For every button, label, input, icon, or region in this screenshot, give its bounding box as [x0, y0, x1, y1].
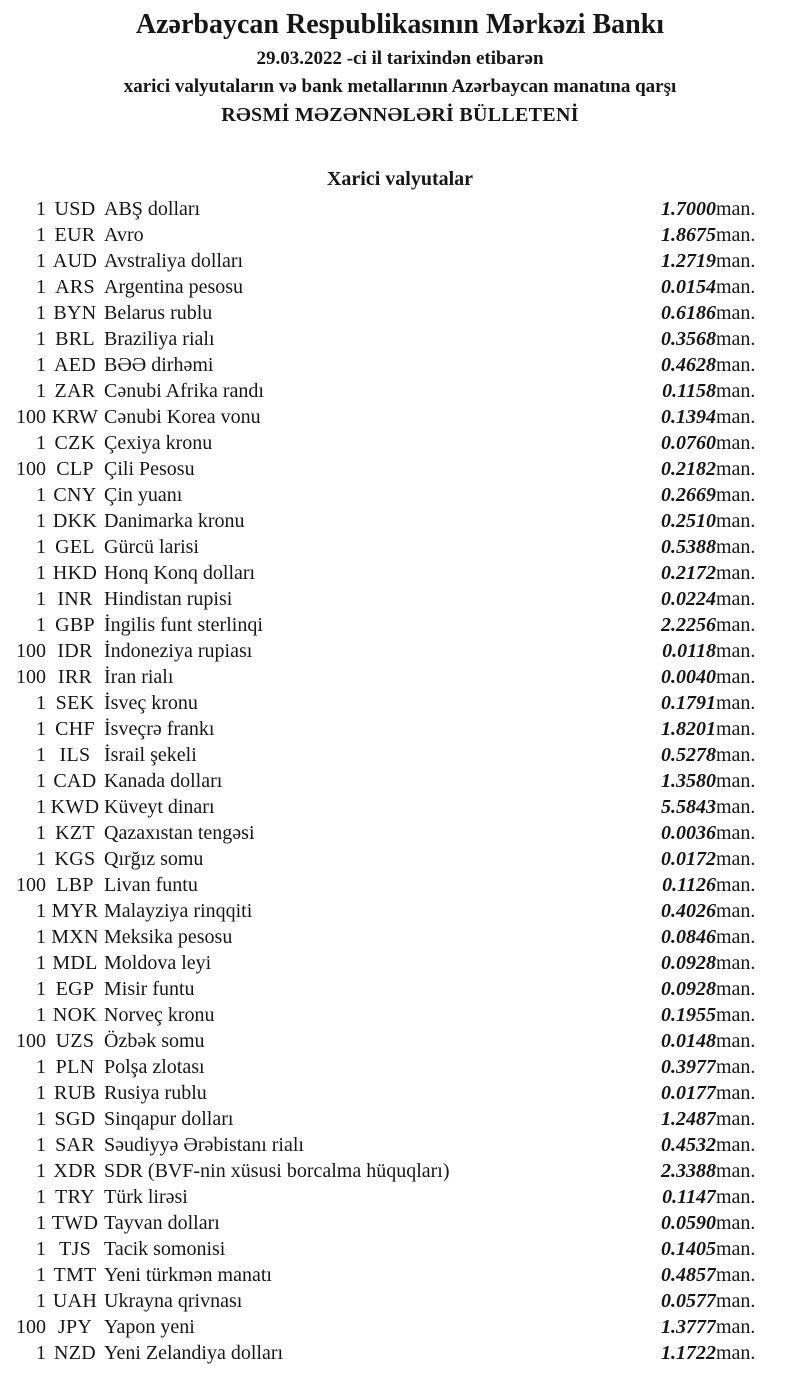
cell-unit: man.	[716, 432, 756, 454]
cell-currency-name: Moldova leyi	[104, 952, 212, 974]
cell-rate: 0.0036	[661, 822, 716, 844]
cell-currency-code: SGD	[54, 1108, 96, 1130]
cell-currency-name: Malayziya rinqqiti	[104, 900, 253, 922]
cell-unit: man.	[716, 1056, 756, 1078]
document-header	[0, 0, 800, 129]
cell-unit: man.	[716, 1316, 756, 1338]
cell-currency-code: BYN	[53, 302, 97, 324]
currency-row	[8, 638, 776, 664]
cell-unit: man.	[716, 770, 756, 792]
cell-currency-name: Avstraliya dolları	[104, 250, 244, 272]
cell-quantity: 1	[36, 198, 46, 220]
cell-unit: man.	[716, 1108, 756, 1130]
cell-quantity: 1	[36, 250, 46, 272]
cell-currency-name: Ukrayna qrivnası	[104, 1290, 243, 1312]
cell-currency-name: BƏƏ dirhəmi	[104, 354, 214, 376]
cell-unit: man.	[716, 1134, 756, 1156]
cell-quantity: 100	[16, 666, 46, 688]
currency-row	[8, 1158, 776, 1184]
cell-currency-name: Livan funtu	[104, 874, 198, 896]
cell-currency-name: Meksika pesosu	[104, 926, 233, 948]
cell-currency-name: Polşa zlotası	[104, 1056, 205, 1078]
cell-currency-code: CHF	[55, 718, 95, 740]
cell-unit: man.	[716, 276, 756, 298]
currency-row	[8, 586, 776, 612]
cell-quantity: 100	[16, 874, 46, 896]
currency-row	[8, 768, 776, 794]
cell-rate: 0.3568	[661, 328, 716, 350]
cell-unit: man.	[716, 822, 756, 844]
cell-rate: 1.2487	[661, 1108, 716, 1130]
cell-currency-code: TWD	[51, 1212, 99, 1234]
cell-quantity: 1	[36, 1238, 46, 1260]
cell-unit: man.	[716, 692, 756, 714]
currency-row	[8, 820, 776, 846]
cell-quantity: 1	[36, 484, 46, 506]
cell-quantity: 1	[36, 614, 46, 636]
cell-currency-name: Yeni türkmən manatı	[104, 1264, 272, 1286]
cell-currency-name: İsveç kronu	[104, 692, 198, 714]
cell-quantity: 1	[36, 848, 46, 870]
cell-currency-name: Norveç kronu	[104, 1004, 215, 1026]
cell-currency-name: Səudiyyə Ərəbistanı rialı	[104, 1134, 304, 1156]
cell-quantity: 1	[36, 354, 46, 376]
cell-unit: man.	[716, 1264, 756, 1286]
cell-quantity: 100	[16, 1030, 46, 1052]
currency-row	[8, 1236, 776, 1262]
cell-unit: man.	[716, 1082, 756, 1104]
cell-currency-code: CAD	[53, 770, 97, 792]
cell-unit: man.	[716, 1212, 756, 1234]
cell-currency-name: İsrail şekeli	[104, 744, 197, 766]
cell-rate: 0.1405	[661, 1238, 716, 1260]
cell-currency-name: İsveçrə frankı	[104, 718, 215, 740]
cell-currency-name: Yeni Zelandiya dolları	[104, 1342, 284, 1364]
currency-row	[8, 1314, 776, 1340]
cell-currency-code: AUD	[52, 250, 98, 272]
currency-row	[8, 950, 776, 976]
cell-unit: man.	[716, 458, 756, 480]
cell-quantity: 1	[36, 692, 46, 714]
cell-currency-name: Braziliya rialı	[104, 328, 215, 350]
cell-currency-code: DKK	[52, 510, 98, 532]
currency-row	[8, 898, 776, 924]
cell-currency-code: RUB	[53, 1082, 97, 1104]
cell-rate: 2.3388	[661, 1160, 716, 1182]
cell-unit: man.	[716, 978, 756, 1000]
cell-unit: man.	[716, 224, 756, 246]
cell-currency-name: İngilis funt sterlinqi	[104, 614, 263, 636]
cell-quantity: 1	[36, 978, 46, 1000]
currency-row	[8, 352, 776, 378]
cell-currency-name: Çin yuanı	[104, 484, 183, 506]
cell-currency-code: KGS	[54, 848, 96, 870]
cell-quantity: 100	[16, 406, 46, 428]
cell-currency-code: JPY	[57, 1316, 93, 1338]
cell-quantity: 1	[36, 1004, 46, 1026]
cell-currency-code: NZD	[53, 1342, 96, 1364]
currency-row	[8, 482, 776, 508]
cell-rate: 0.0590	[661, 1212, 716, 1234]
cell-rate: 0.4857	[661, 1264, 716, 1286]
cell-quantity: 1	[36, 276, 46, 298]
currency-row	[8, 326, 776, 352]
currency-row	[8, 1184, 776, 1210]
cell-unit: man.	[716, 1290, 756, 1312]
cell-currency-name: Sinqapur dolları	[104, 1108, 234, 1130]
subtitle-line: xarici valyutaların və bank metallarının Azərbaycan manatına qarşı	[123, 76, 677, 97]
cell-currency-name: Danimarka kronu	[104, 510, 245, 532]
cell-rate: 0.4026	[661, 900, 716, 922]
cell-unit: man.	[716, 588, 756, 610]
currency-row	[8, 534, 776, 560]
currency-row	[8, 430, 776, 456]
cell-quantity: 1	[36, 562, 46, 584]
currency-row	[8, 1002, 776, 1028]
cell-rate: 1.1722	[661, 1342, 716, 1364]
cell-quantity: 100	[16, 1316, 46, 1338]
cell-currency-code: MDL	[52, 952, 98, 974]
cell-quantity: 1	[36, 1264, 46, 1286]
cell-rate: 1.7000	[661, 198, 716, 220]
cell-quantity: 1	[36, 718, 46, 740]
cell-currency-name: İndoneziya rupiası	[104, 640, 253, 662]
cell-currency-code: TMT	[53, 1264, 97, 1286]
cell-rate: 1.2719	[661, 250, 716, 272]
currency-row	[8, 300, 776, 326]
cell-quantity: 100	[16, 640, 46, 662]
cell-currency-code: UAH	[52, 1290, 98, 1312]
cell-quantity: 1	[36, 588, 46, 610]
cell-rate: 0.0846	[661, 926, 716, 948]
cell-currency-code: GBP	[55, 614, 95, 636]
cell-currency-name: Gürcü larisi	[104, 536, 199, 558]
cell-rate: 0.1126	[662, 874, 716, 896]
cell-unit: man.	[716, 406, 756, 428]
cell-currency-code: USD	[54, 198, 96, 220]
cell-unit: man.	[716, 510, 756, 532]
cell-quantity: 1	[36, 1082, 46, 1104]
currency-row	[8, 742, 776, 768]
cell-quantity: 1	[36, 744, 46, 766]
cell-rate: 0.4628	[661, 354, 716, 376]
cell-unit: man.	[716, 718, 756, 740]
cell-rate: 0.4532	[661, 1134, 716, 1156]
cell-currency-name: Rusiya rublu	[104, 1082, 207, 1104]
cell-unit: man.	[716, 614, 756, 636]
cell-unit: man.	[716, 198, 756, 220]
cell-currency-code: XDR	[53, 1160, 97, 1182]
cell-quantity: 1	[36, 796, 46, 818]
rates-table-body	[8, 196, 776, 1366]
cell-rate: 0.0577	[661, 1290, 716, 1312]
cell-currency-name: SDR (BVF-nin xüsusi borcalma hüquqları)	[104, 1160, 450, 1182]
cell-unit: man.	[716, 952, 756, 974]
cell-currency-code: PLN	[55, 1056, 95, 1078]
cell-currency-code: TRY	[55, 1186, 95, 1208]
cell-rate: 0.1158	[662, 380, 716, 402]
cell-currency-code: UZS	[55, 1030, 95, 1052]
cell-quantity: 1	[36, 1108, 46, 1130]
cell-quantity: 1	[36, 952, 46, 974]
cell-currency-code: KZT	[55, 822, 95, 844]
bank-title: Azərbaycan Respublikasının Mərkəzi Bankı	[135, 9, 665, 40]
currency-row	[8, 976, 776, 1002]
cell-rate: 0.0760	[661, 432, 716, 454]
cell-rate: 0.1791	[661, 692, 716, 714]
cell-unit: man.	[716, 1030, 756, 1052]
currency-rates-table	[8, 196, 776, 1366]
cell-unit: man.	[716, 744, 756, 766]
cell-rate: 0.1147	[662, 1186, 716, 1208]
cell-quantity: 1	[36, 1056, 46, 1078]
cell-currency-name: Türk lirəsi	[104, 1186, 188, 1208]
cell-unit: man.	[716, 1186, 756, 1208]
cell-currency-code: TJS	[58, 1238, 92, 1260]
cell-rate: 2.2256	[661, 614, 716, 636]
cell-quantity: 1	[36, 510, 46, 532]
cell-currency-code: HKD	[52, 562, 98, 584]
cell-currency-name: Çili Pesosu	[104, 458, 195, 480]
currency-row	[8, 716, 776, 742]
cell-unit: man.	[716, 1004, 756, 1026]
cell-currency-code: LBP	[56, 874, 94, 896]
cell-currency-code: IDR	[57, 640, 93, 662]
cell-unit: man.	[716, 666, 756, 688]
currency-row	[8, 378, 776, 404]
cell-unit: man.	[716, 848, 756, 870]
cell-unit: man.	[716, 1342, 756, 1364]
cell-unit: man.	[716, 250, 756, 272]
cell-currency-code: ARS	[55, 276, 95, 298]
cell-rate: 1.8675	[661, 224, 716, 246]
cell-rate: 0.2182	[661, 458, 716, 480]
cell-quantity: 1	[36, 1342, 46, 1364]
currency-row	[8, 560, 776, 586]
cell-rate: 0.1955	[661, 1004, 716, 1026]
cell-currency-name: Avro	[104, 224, 144, 246]
cell-rate: 0.3977	[661, 1056, 716, 1078]
cell-quantity: 1	[36, 328, 46, 350]
currency-row	[8, 612, 776, 638]
cell-unit: man.	[716, 900, 756, 922]
cell-unit: man.	[716, 874, 756, 896]
cell-currency-code: INR	[57, 588, 93, 610]
cell-currency-name: Honq Konq dolları	[104, 562, 256, 584]
cell-quantity: 1	[36, 1290, 46, 1312]
cell-quantity: 1	[36, 770, 46, 792]
cell-unit: man.	[716, 302, 756, 324]
effective-date-line: 29.03.2022 -ci il tarixindən etibarən	[256, 48, 544, 69]
cell-quantity: 1	[36, 536, 46, 558]
currency-row	[8, 508, 776, 534]
cell-currency-name: Özbək somu	[104, 1030, 205, 1052]
cell-currency-code: CZK	[54, 432, 96, 454]
cell-quantity: 1	[36, 900, 46, 922]
currency-row	[8, 456, 776, 482]
cell-currency-code: CNY	[53, 484, 97, 506]
currency-row	[8, 872, 776, 898]
cell-currency-name: Belarus rublu	[104, 302, 213, 324]
currency-row	[8, 846, 776, 872]
section-title-foreign-currencies: Xarici valyutalar	[326, 168, 474, 190]
currency-row	[8, 1080, 776, 1106]
cell-unit: man.	[716, 640, 756, 662]
cell-rate: 0.1394	[661, 406, 716, 428]
cell-quantity: 1	[36, 1134, 46, 1156]
cell-unit: man.	[716, 1160, 756, 1182]
cell-quantity: 100	[16, 458, 46, 480]
currency-row	[8, 924, 776, 950]
currency-row	[8, 1028, 776, 1054]
cell-currency-name: Tayvan dolları	[104, 1212, 220, 1234]
currency-row	[8, 1262, 776, 1288]
cell-rate: 1.3777	[661, 1316, 716, 1338]
currency-row	[8, 690, 776, 716]
cell-unit: man.	[716, 796, 756, 818]
currency-row	[8, 794, 776, 820]
cell-rate: 0.2669	[661, 484, 716, 506]
cell-currency-code: EGP	[55, 978, 95, 1000]
cell-rate: 0.5388	[661, 536, 716, 558]
cell-quantity: 1	[36, 302, 46, 324]
cell-currency-code: SAR	[55, 1134, 95, 1156]
cell-rate: 0.0177	[661, 1082, 716, 1104]
cell-rate: 0.6186	[661, 302, 716, 324]
cell-rate: 0.0928	[661, 952, 716, 974]
cell-currency-name: Çexiya kronu	[104, 432, 213, 454]
cell-currency-code: IRR	[57, 666, 93, 688]
currency-row	[8, 1210, 776, 1236]
cell-currency-name: ABŞ dolları	[104, 198, 201, 220]
cell-unit: man.	[716, 380, 756, 402]
currency-row	[8, 404, 776, 430]
cell-currency-name: Küveyt dinarı	[104, 796, 215, 818]
cell-currency-name: Tacik somonisi	[104, 1238, 226, 1260]
cell-unit: man.	[716, 562, 756, 584]
cell-rate: 0.2510	[661, 510, 716, 532]
cell-rate: 0.0148	[661, 1030, 716, 1052]
currency-row	[8, 1132, 776, 1158]
cell-quantity: 1	[36, 432, 46, 454]
cell-currency-name: Misir funtu	[104, 978, 195, 1000]
cell-unit: man.	[716, 536, 756, 558]
cell-rate: 0.0172	[661, 848, 716, 870]
currency-row	[8, 1054, 776, 1080]
cell-currency-name: İran rialı	[104, 666, 174, 688]
cell-unit: man.	[716, 1238, 756, 1260]
currency-row	[8, 222, 776, 248]
cell-currency-name: Qazaxıstan tengəsi	[104, 822, 255, 844]
cell-quantity: 1	[36, 380, 46, 402]
cell-quantity: 1	[36, 1186, 46, 1208]
cell-currency-code: MYR	[51, 900, 99, 922]
cell-currency-name: Cənubi Korea vonu	[104, 406, 261, 428]
cell-currency-code: KWD	[50, 796, 100, 818]
cell-unit: man.	[716, 354, 756, 376]
cell-currency-name: Kanada dolları	[104, 770, 223, 792]
cell-currency-code: CLP	[56, 458, 94, 480]
cell-rate: 0.0040	[661, 666, 716, 688]
currency-row	[8, 248, 776, 274]
cell-unit: man.	[716, 926, 756, 948]
cell-currency-code: NOK	[52, 1004, 98, 1026]
cell-currency-name: Yapon yeni	[104, 1316, 195, 1338]
cell-currency-code: ILS	[59, 744, 91, 766]
cell-currency-code: AED	[53, 354, 96, 376]
currency-row	[8, 1340, 776, 1366]
currency-row	[8, 1288, 776, 1314]
cell-currency-code: MXN	[51, 926, 99, 948]
bulletin-title: RƏSMİ MƏZƏNNƏLƏRİ BÜLLETENİ	[221, 104, 579, 126]
currency-row	[8, 274, 776, 300]
cell-currency-code: KRW	[51, 406, 99, 428]
cell-rate: 0.0154	[661, 276, 716, 298]
currency-row	[8, 1106, 776, 1132]
cell-currency-code: ZAR	[54, 380, 96, 402]
cell-quantity: 1	[36, 224, 46, 246]
cell-rate: 1.8201	[661, 718, 716, 740]
cell-unit: man.	[716, 328, 756, 350]
cell-currency-code: BRL	[55, 328, 95, 350]
cell-rate: 0.2172	[661, 562, 716, 584]
cell-unit: man.	[716, 484, 756, 506]
cell-currency-name: Argentina pesosu	[104, 276, 244, 298]
currency-row	[8, 196, 776, 222]
currency-row	[8, 664, 776, 690]
cell-rate: 0.0928	[661, 978, 716, 1000]
cell-currency-name: Cənubi Afrika randı	[104, 380, 264, 402]
cell-currency-code: GEL	[55, 536, 95, 558]
cell-quantity: 1	[36, 1160, 46, 1182]
cell-quantity: 1	[36, 822, 46, 844]
cell-currency-code: SEK	[55, 692, 95, 714]
cell-quantity: 1	[36, 1212, 46, 1234]
cell-rate: 0.0118	[662, 640, 716, 662]
cell-rate: 5.5843	[661, 796, 716, 818]
cell-currency-code: EUR	[54, 224, 96, 246]
cell-currency-name: Hindistan rupisi	[104, 588, 233, 610]
cell-rate: 0.5278	[661, 744, 716, 766]
cell-rate: 1.3580	[661, 770, 716, 792]
cell-quantity: 1	[36, 926, 46, 948]
cell-currency-name: Qırğız somu	[104, 848, 204, 870]
cell-rate: 0.0224	[661, 588, 716, 610]
